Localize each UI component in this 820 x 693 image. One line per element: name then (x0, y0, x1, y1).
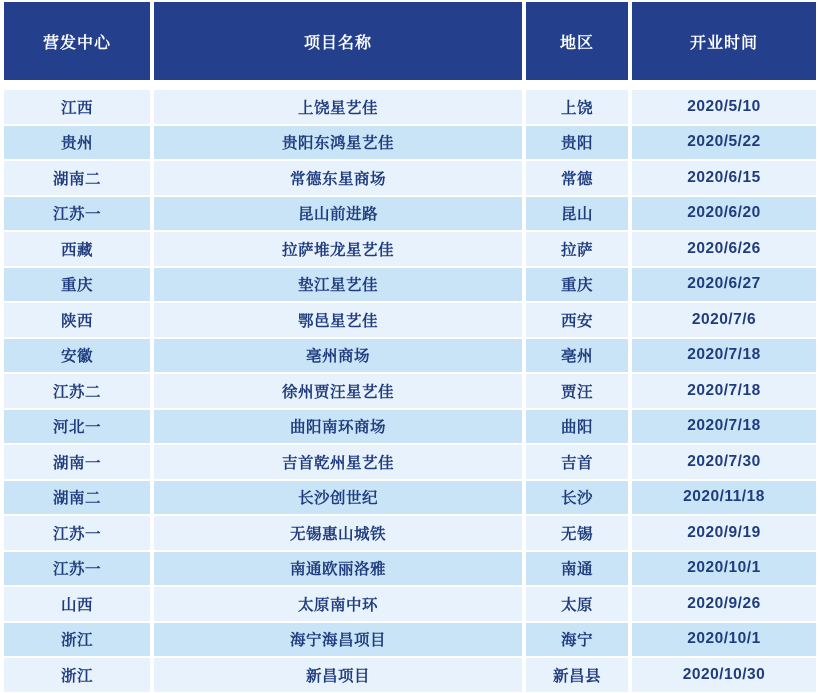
table-header-row (4, 2, 816, 80)
cell-center: 山西 (4, 587, 150, 621)
cell-region: 贾汪 (526, 374, 628, 408)
cell-project: 拉萨堆龙星艺佳 (154, 232, 522, 266)
cell-date: 2020/7/30 (632, 445, 816, 479)
cell-project: 吉首乾州星艺佳 (154, 445, 522, 479)
cell-date: 2020/6/26 (632, 232, 816, 266)
cell-project: 亳州商场 (154, 339, 522, 373)
cell-project: 曲阳南环商场 (154, 410, 522, 444)
cell-project: 上饶星艺佳 (154, 90, 522, 124)
cell-project: 太原南中环 (154, 587, 522, 621)
cell-project: 鄂邑星艺佳 (154, 303, 522, 337)
cell-project: 长沙创世纪 (154, 481, 522, 515)
cell-date: 2020/7/18 (632, 339, 816, 373)
cell-region: 常德 (526, 161, 628, 195)
cell-center: 江苏一 (4, 552, 150, 586)
cell-center: 江苏一 (4, 516, 150, 550)
cell-date: 2020/5/10 (632, 90, 816, 124)
cell-project: 昆山前进路 (154, 197, 522, 231)
table-row (4, 374, 816, 408)
cell-date: 2020/6/15 (632, 161, 816, 195)
cell-region: 南通 (526, 552, 628, 586)
cell-date: 2020/9/26 (632, 587, 816, 621)
cell-center: 河北一 (4, 410, 150, 444)
table-row (4, 445, 816, 479)
table-row (4, 410, 816, 444)
cell-center: 重庆 (4, 268, 150, 302)
table-row (4, 516, 816, 550)
table-row (4, 303, 816, 337)
cell-center: 西藏 (4, 232, 150, 266)
cell-date: 2020/6/27 (632, 268, 816, 302)
table-row (4, 161, 816, 195)
table-row (4, 339, 816, 373)
cell-project: 海宁海昌项目 (154, 623, 522, 657)
cell-project: 无锡惠山城铁 (154, 516, 522, 550)
cell-center: 浙江 (4, 658, 150, 692)
cell-center: 湖南二 (4, 481, 150, 515)
cell-center: 安徽 (4, 339, 150, 373)
cell-date: 2020/7/18 (632, 410, 816, 444)
cell-date: 2020/5/22 (632, 126, 816, 160)
cell-region: 吉首 (526, 445, 628, 479)
cell-date: 2020/7/6 (632, 303, 816, 337)
cell-region: 贵阳 (526, 126, 628, 160)
cell-center: 浙江 (4, 623, 150, 657)
table-row (4, 587, 816, 621)
cell-date: 2020/6/20 (632, 197, 816, 231)
table-row (4, 481, 816, 515)
cell-region: 无锡 (526, 516, 628, 550)
cell-center: 贵州 (4, 126, 150, 160)
cell-region: 西安 (526, 303, 628, 337)
cell-project: 垫江星艺佳 (154, 268, 522, 302)
table-row (4, 268, 816, 302)
table-body (4, 90, 816, 692)
cell-center: 江西 (4, 90, 150, 124)
cell-center: 江苏一 (4, 197, 150, 231)
cell-region: 重庆 (526, 268, 628, 302)
cell-region: 昆山 (526, 197, 628, 231)
cell-center: 江苏二 (4, 374, 150, 408)
header-cell-project: 项目名称 (154, 2, 522, 80)
cell-date: 2020/10/30 (632, 658, 816, 692)
cell-region: 长沙 (526, 481, 628, 515)
cell-region: 拉萨 (526, 232, 628, 266)
cell-center: 湖南二 (4, 161, 150, 195)
cell-center: 湖南一 (4, 445, 150, 479)
cell-region: 海宁 (526, 623, 628, 657)
table-row (4, 126, 816, 160)
cell-date: 2020/9/19 (632, 516, 816, 550)
cell-region: 曲阳 (526, 410, 628, 444)
table-row (4, 658, 816, 692)
cell-date: 2020/10/1 (632, 552, 816, 586)
header-cell-center: 营发中心 (4, 2, 150, 80)
table-row (4, 232, 816, 266)
header-cell-region: 地区 (526, 2, 628, 80)
cell-project: 贵阳东鸿星艺佳 (154, 126, 522, 160)
table-row (4, 552, 816, 586)
cell-project: 新昌项目 (154, 658, 522, 692)
cell-project: 南通欧丽洛雅 (154, 552, 522, 586)
cell-project: 徐州贾汪星艺佳 (154, 374, 522, 408)
table-row (4, 623, 816, 657)
cell-region: 亳州 (526, 339, 628, 373)
cell-project: 常德东星商场 (154, 161, 522, 195)
cell-region: 上饶 (526, 90, 628, 124)
cell-region: 新昌县 (526, 658, 628, 692)
table-row (4, 197, 816, 231)
cell-center: 陕西 (4, 303, 150, 337)
cell-date: 2020/11/18 (632, 481, 816, 515)
table-row (4, 90, 816, 124)
cell-date: 2020/7/18 (632, 374, 816, 408)
cell-date: 2020/10/1 (632, 623, 816, 657)
cell-region: 太原 (526, 587, 628, 621)
header-cell-date: 开业时间 (632, 2, 816, 80)
